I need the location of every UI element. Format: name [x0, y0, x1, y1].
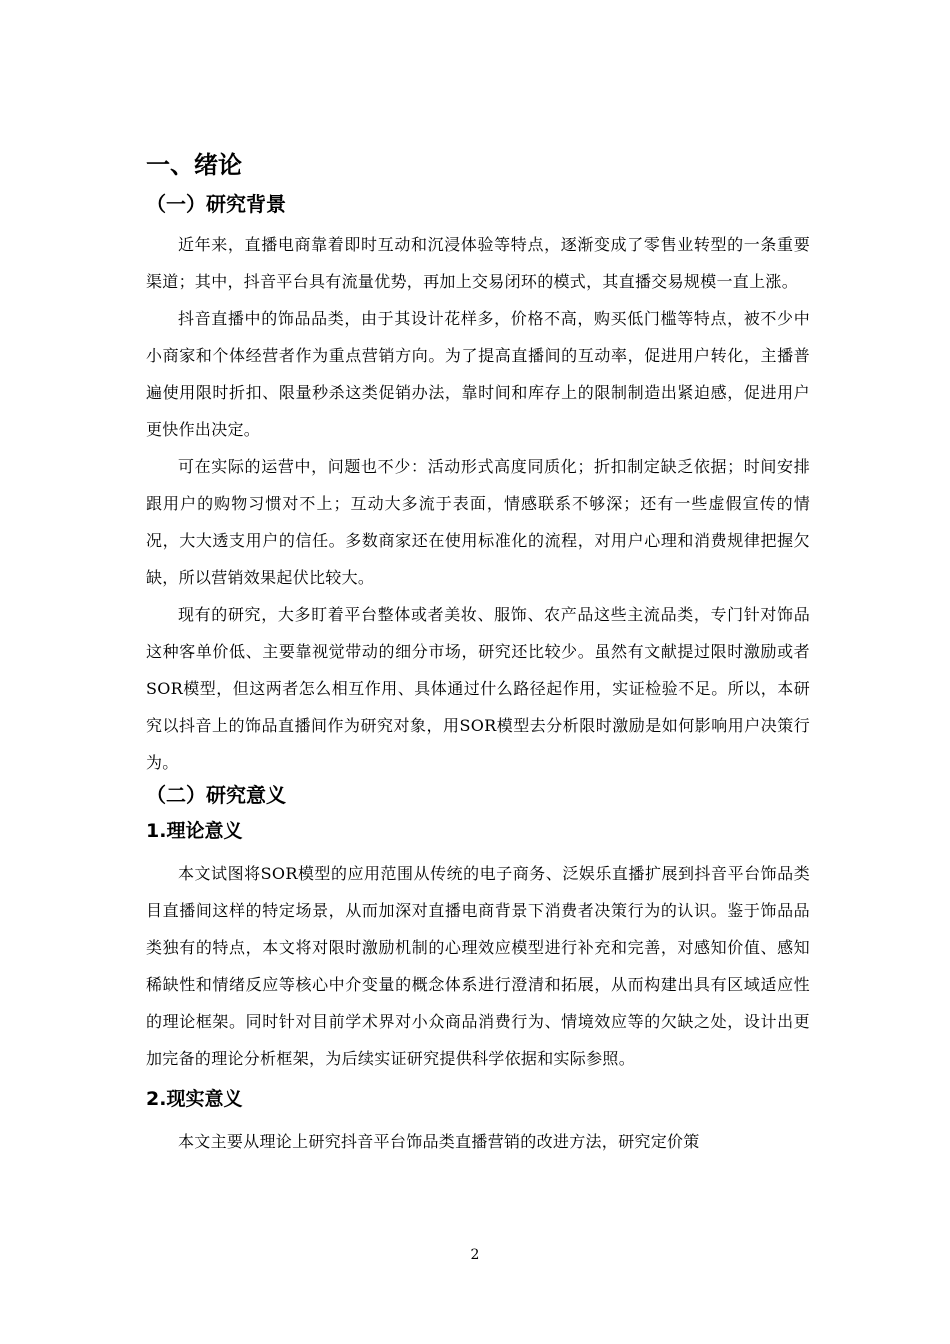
- subsection-heading-theoretical: 1.理论意义: [146, 820, 243, 842]
- body-paragraph: 可在实际的运营中，问题也不少：活动形式高度同质化；折扣制定缺乏依据；时间安排跟用户的购物习惯对不上；互动大多流于表面，情感联系不够深；还有一些虚假宣传的情况，大大透支用户的信任。多数商家还在使用标准化的流程，对用户心理和消费规律把握欠缺，所以营销效果起伏比较大。: [146, 457, 810, 587]
- page-content: [146, 148, 810, 1160]
- section-heading-background: （一）研究背景: [146, 192, 286, 216]
- body-paragraph: 现有的研究，大多盯着平台整体或者美妆、服饰、农产品这些主流品类，专门针对饰品这种客单价低、主要靠视觉带动的细分市场，研究还比较少。虽然有文献提过限时激励或者SOR模型，但这两者怎么相互作用、具体通过什么路径起作用，实证检验不足。所以，本研究以抖音上的饰品直播间作为研究对象，用SOR模型去分析限时激励是如何影响用户决策行为。: [146, 605, 810, 772]
- chapter-heading: 一、绪论: [146, 151, 242, 179]
- body-paragraph: 近年来，直播电商靠着即时互动和沉浸体验等特点，逐渐变成了零售业转型的一条重要渠道；其中，抖音平台具有流量优势，再加上交易闭环的模式，其直播交易规模一直上涨。: [146, 235, 810, 291]
- body-paragraph: 本文主要从理论上研究抖音平台饰品类直播营销的改进方法，研究定价策: [178, 1132, 700, 1151]
- body-paragraph: 抖音直播中的饰品品类，由于其设计花样多，价格不高，购买低门槛等特点，被不少中小商家和个体经营者作为重点营销方向。为了提高直播间的互动率，促进用户转化，主播普遍使用限时折扣、限量秒杀这类促销办法，靠时间和库存上的限制制造出紧迫感，促进用户更快作出决定。: [146, 309, 810, 439]
- body-paragraph: 本文试图将SOR模型的应用范围从传统的电子商务、泛娱乐直播扩展到抖音平台饰品类目直播间这样的特定场景，从而加深对直播电商背景下消费者决策行为的认识。鉴于饰品品类独有的特点，本文将对限时激励机制的心理效应模型进行补充和完善，对感知价值、感知稀缺性和情绪反应等核心中介变量的概念体系进行澄清和拓展，从而构建出具有区域适应性的理论框架。同时针对目前学术界对小众商品消费行为、情境效应等的欠缺之处，设计出更加完备的理论分析框架，为后续实证研究提供科学依据和实际参照。: [146, 864, 810, 1068]
- subsection-heading-practical: 2.现实意义: [146, 1088, 243, 1110]
- page-number: 2: [470, 1247, 480, 1263]
- section-heading-significance: （二）研究意义: [146, 783, 286, 807]
